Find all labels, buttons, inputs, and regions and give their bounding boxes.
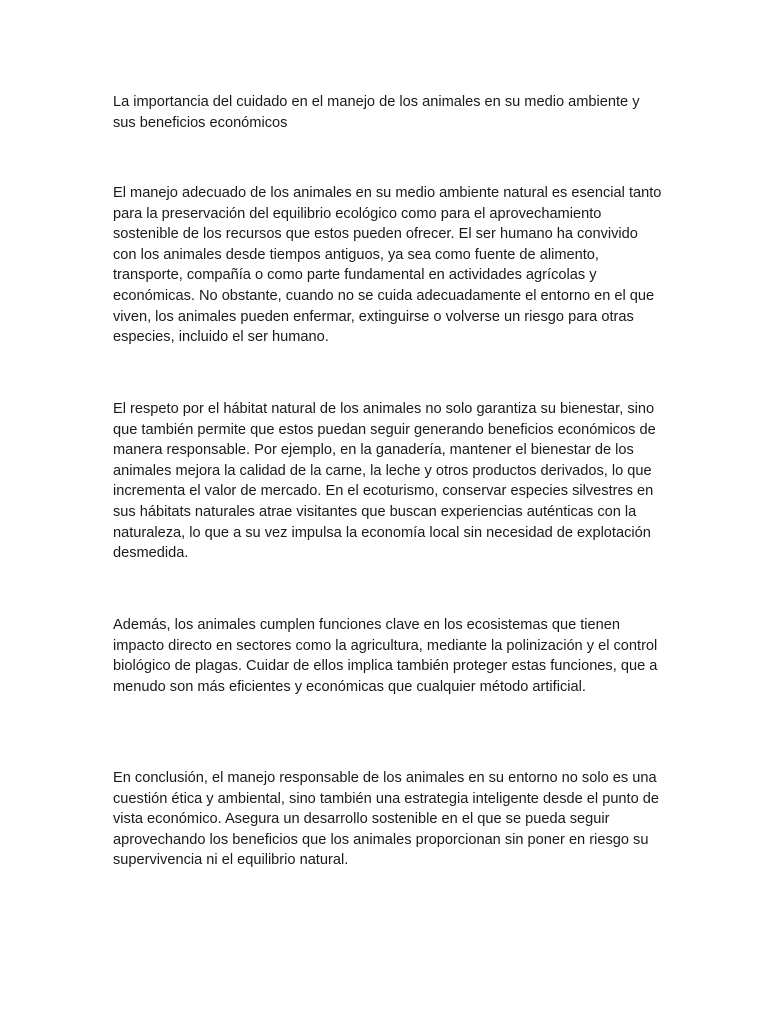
paragraph-ecosystem-functions: Además, los animales cumplen funciones clave en los ecosistemas que tienen impacto directo en sectores como la agricultura, mediante la polinización y el control biológico de plagas. Cuidar de ellos implica también proteger estas funciones, que a menudo son más eficientes y económicas que cualquier método artificial. (113, 617, 658, 695)
paragraph-conclusion: En conclusión, el manejo responsable de los animales en su entorno no solo es una cuestión ética y ambiental, sino también una estrategia inteligente desde el punto de vista económico. Asegura un desarrollo sostenible en el que se pueda seguir aprovechando los beneficios que los animales proporcionan sin poner en riesgo su supervivencia ni el equilibrio natural. (113, 770, 660, 869)
paragraph-introduction: El manejo adecuado de los animales en su medio ambiente natural es esencial tanto para la preservación del equilibrio ecológico como para el aprovechamiento sostenible de los recursos que estos pueden ofrecer. El ser humano ha convivido con los animales desde tiempos antiguos, ya sea como fuente de alimento, transporte, compañía o como parte fundamental en actividades agrícolas y económicas. No obstante, cuando no se cuida adecuadamente el entorno en el que viven, los animales pueden enfermar, extinguirse o volverse un riesgo para otras especies, incluido el ser humano. (113, 185, 662, 346)
paragraph-habitat-respect: El respeto por el hábitat natural de los animales no solo garantiza su bienestar, sino que también permite que estos puedan seguir generando beneficios económicos de manera responsable. Por ejemplo, en la ganadería, mantener el bienestar de los animales mejora la calidad de la carne, la leche y otros productos derivados, lo que incrementa el valor de mercado. En el ecoturismo, conservar especies silvestres en sus hábitats naturales atrae visitantes que buscan experiencias auténticas con la naturaleza, lo que a su vez impulsa la economía local sin necesidad de explotación desmedida. (113, 401, 656, 562)
document-title: La importancia del cuidado en el manejo de los animales en su medio ambiente y sus beneficios económicos (113, 94, 640, 131)
